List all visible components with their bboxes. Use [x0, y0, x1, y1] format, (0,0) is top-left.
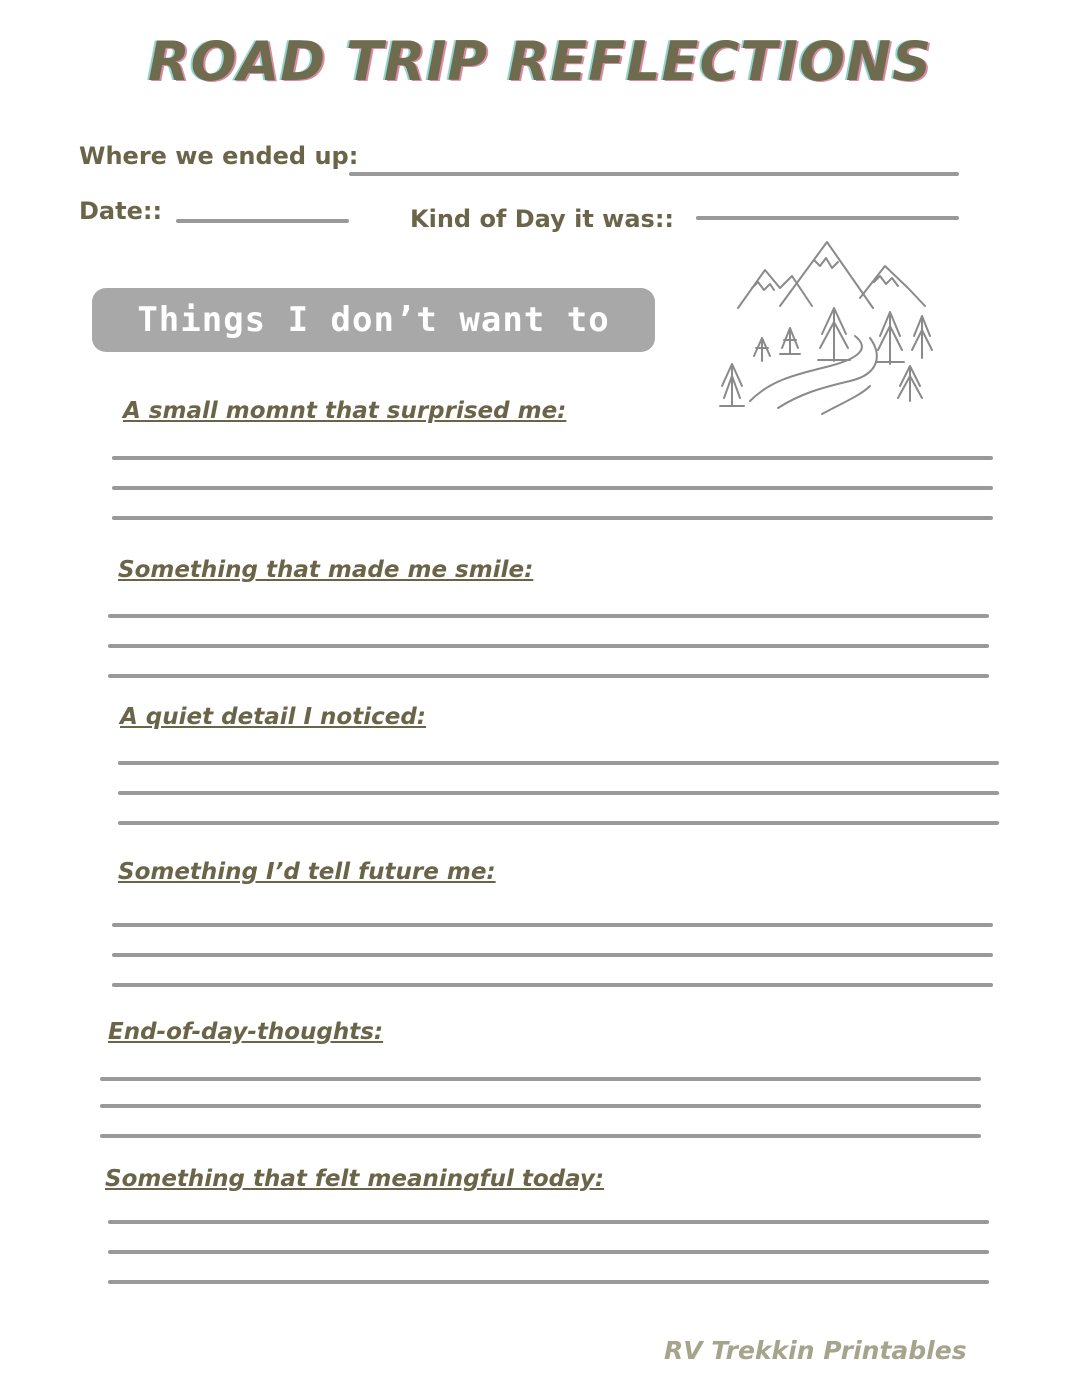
answer-line[interactable]	[112, 923, 993, 927]
prompt-future-me-label: Something I’d tell future me:	[118, 859, 496, 885]
prompt-meaningful-label: Something that felt meaningful today:	[105, 1166, 605, 1192]
answer-line[interactable]	[100, 1104, 981, 1108]
answer-line[interactable]	[112, 456, 993, 460]
answer-line[interactable]	[112, 983, 993, 987]
answer-line[interactable]	[108, 1280, 989, 1284]
prompt-quiet-detail-label: A quiet detail I noticed:	[120, 704, 426, 730]
answer-line[interactable]	[112, 486, 993, 490]
prompt-surprise-label: A small momnt that surprised me:	[123, 398, 567, 424]
where-ended-up-field[interactable]	[349, 172, 959, 176]
where-ended-up-label: Where we ended up:	[79, 142, 359, 170]
answer-line[interactable]	[108, 674, 989, 678]
answer-line[interactable]	[118, 761, 999, 765]
answer-line[interactable]	[108, 644, 989, 648]
prompt-end-of-day-label: End-of-day-thoughts:	[108, 1019, 384, 1045]
answer-line[interactable]	[100, 1077, 981, 1081]
prompt-smile-label: Something that made me smile:	[118, 557, 534, 583]
footer-brand: RV Trekkin Printables	[664, 1336, 967, 1365]
answer-line[interactable]	[118, 821, 999, 825]
answer-line[interactable]	[118, 791, 999, 795]
mountains-trees-road-icon	[710, 236, 950, 421]
date-label: Date::	[79, 197, 163, 225]
date-field[interactable]	[176, 219, 349, 223]
answer-line[interactable]	[108, 1250, 989, 1254]
page-title: ROAD TRIP REFLECTIONS	[148, 30, 932, 93]
section-banner: Things I don’t want to forget	[92, 288, 655, 352]
kind-of-day-label: Kind of Day it was::	[410, 205, 675, 233]
kind-of-day-field[interactable]	[696, 216, 959, 220]
answer-line[interactable]	[100, 1134, 981, 1138]
answer-line[interactable]	[108, 1220, 989, 1224]
answer-line[interactable]	[112, 516, 993, 520]
answer-line[interactable]	[108, 614, 989, 618]
answer-line[interactable]	[112, 953, 993, 957]
